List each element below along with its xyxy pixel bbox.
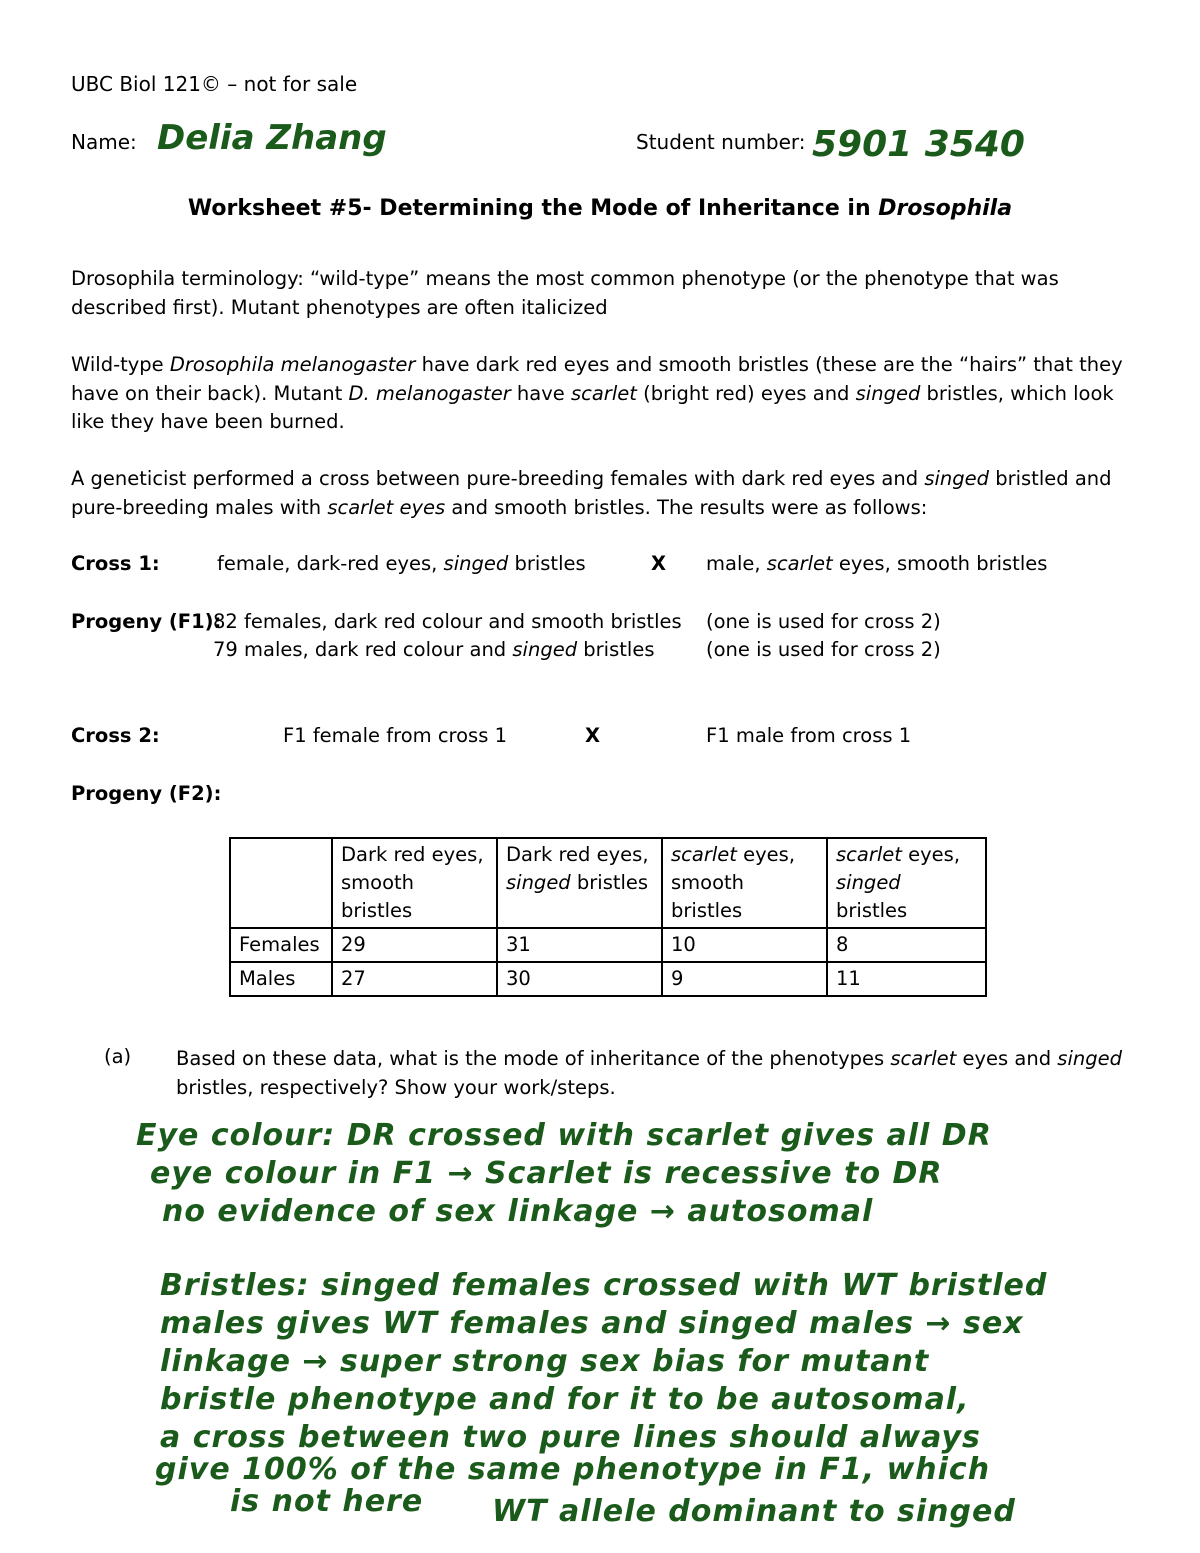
student-number-label: Student number: xyxy=(636,130,806,154)
text-run: singed xyxy=(506,871,571,894)
text-run: scarlet xyxy=(570,381,637,405)
text-run: Dark red eyes, xyxy=(506,843,649,866)
terminology-paragraph: Drosophila terminology: “wild-type” means the most common phenotype (or the phenotype that was described first). Mutant phenotypes are often italicized xyxy=(71,267,1059,319)
course-header: UBC Biol 121© – not for sale xyxy=(71,72,358,96)
cross-description-paragraph xyxy=(71,465,1131,522)
student-number-value: 5901 3540 xyxy=(812,124,1025,165)
text-run: D. melanogaster xyxy=(348,381,511,405)
handwritten-line: males gives WT females and singed males → sex xyxy=(160,1306,1024,1341)
text-run: bristles, which look like they have been burned. xyxy=(71,381,1114,433)
text-run: bristles xyxy=(836,899,908,922)
cross2-female: F1 female from cross 1 xyxy=(283,724,507,747)
handwritten-line: bristle phenotype and for it to be autosomal, xyxy=(160,1382,970,1417)
text-run: have xyxy=(510,381,571,405)
progeny-f1-line2 xyxy=(213,638,654,661)
cross1-x: X xyxy=(651,552,667,575)
question-a-marker: (a) xyxy=(104,1045,132,1068)
text-run: scarlet xyxy=(890,1047,957,1070)
table-header-col4 xyxy=(827,838,986,928)
table-cell: 10 xyxy=(662,928,827,962)
text-run: female, dark-red eyes, xyxy=(217,552,444,575)
text-run: singed xyxy=(443,552,509,575)
progeny-f1-note2: (one is used for cross 2) xyxy=(706,638,941,661)
text-run: 79 males, dark red colour and xyxy=(213,638,513,661)
table-cell: 9 xyxy=(662,962,827,996)
text-run: bristled and pure-breeding males with xyxy=(71,467,1112,519)
text-run: (bright red) eyes and xyxy=(636,381,856,405)
table-cell: 31 xyxy=(497,928,662,962)
handwritten-line: eye colour in F1 → Scarlet is recessive to DR xyxy=(150,1156,943,1191)
title-italic: Drosophila xyxy=(878,196,1013,221)
text-run: Wild-type xyxy=(71,353,170,376)
text-run: bristles xyxy=(508,552,586,575)
row-label-females: Females xyxy=(230,928,332,962)
page-title xyxy=(0,196,1200,221)
row-label-males: Males xyxy=(230,962,332,996)
text-run: bristles xyxy=(570,871,649,894)
handwritten-line: give 100% of the same phenotype in F1, which xyxy=(155,1452,991,1487)
text-run: bristles xyxy=(577,638,655,661)
table-cell: 11 xyxy=(827,962,986,996)
text-run: eyes, smooth bristles xyxy=(671,843,796,922)
text-run: singed xyxy=(924,467,990,490)
table-corner-cell xyxy=(230,838,332,928)
handwritten-line: Bristles: singed females crossed with WT bristled xyxy=(160,1268,1048,1303)
name-label: Name: xyxy=(71,130,137,154)
text-run: scarlet xyxy=(671,843,737,866)
table-row xyxy=(230,962,986,996)
table-row xyxy=(230,928,986,962)
text-run: singed xyxy=(855,381,921,405)
cross2-label: Cross 2: xyxy=(71,724,160,747)
wildtype-paragraph xyxy=(71,351,1131,437)
text-run: singed xyxy=(1057,1047,1122,1070)
cross1-label: Cross 1: xyxy=(71,552,160,575)
progeny-f1-note1: (one is used for cross 2) xyxy=(706,610,941,633)
handwritten-line: Eye colour: DR crossed with scarlet gives all DR xyxy=(136,1118,992,1153)
table-cell: 8 xyxy=(827,928,986,962)
handwritten-line: linkage → super strong sex bias for mutant xyxy=(160,1344,930,1379)
table-cell: 30 xyxy=(497,962,662,996)
text-run: Based on these data, what is the mode of inheritance of the phenotypes xyxy=(176,1047,891,1070)
handwritten-line: a cross between two pure lines should always xyxy=(160,1420,981,1455)
text-run: scarlet eyes xyxy=(327,495,446,519)
question-a-text xyxy=(176,1045,1136,1102)
table-header-col1: Dark red eyes, smooth bristles xyxy=(332,838,497,928)
table-cell: 29 xyxy=(332,928,497,962)
progeny-f2-label: Progeny (F2): xyxy=(71,782,222,805)
text-run: eyes and xyxy=(956,1047,1058,1070)
text-run: A geneticist performed a cross between pure-breeding females with dark red eyes and xyxy=(71,467,925,490)
text-run: singed xyxy=(836,871,901,894)
text-run: male, xyxy=(706,552,767,575)
text-run: and smooth bristles. The results were as follows: xyxy=(445,495,928,519)
handwritten-line: WT allele dominant to singed xyxy=(492,1494,1016,1529)
handwritten-line: no evidence of sex linkage → autosomal xyxy=(162,1194,874,1229)
table-header-row xyxy=(230,838,986,928)
cross2-x: X xyxy=(585,724,601,747)
text-run: scarlet xyxy=(766,552,833,575)
name-value: Delia Zhang xyxy=(157,118,387,158)
progeny-f1-label: Progeny (F1): xyxy=(71,610,222,633)
f2-progeny-table xyxy=(229,837,987,997)
table-cell: 27 xyxy=(332,962,497,996)
text-run: have dark red eyes and smooth bristles (these are the “hairs” that they have on their back). Mutant xyxy=(71,353,1123,405)
handwritten-line: is not here xyxy=(230,1484,424,1519)
table-header-col3 xyxy=(662,838,827,928)
title-main: Worksheet #5- Determining the Mode of Inheritance in xyxy=(187,196,879,221)
text-run: eyes, xyxy=(901,843,961,866)
progeny-f1-line1: 82 females, dark red colour and smooth bristles xyxy=(213,610,682,633)
cross2-male: F1 male from cross 1 xyxy=(706,724,912,747)
cross1-male xyxy=(706,552,1047,575)
text-run: bristles, respectively? Show your work/steps. xyxy=(176,1075,616,1099)
cross1-female xyxy=(217,552,586,575)
text-run: singed xyxy=(512,638,578,661)
text-run: scarlet xyxy=(836,843,902,866)
table-header-col2 xyxy=(497,838,662,928)
text-run: eyes, smooth bristles xyxy=(832,552,1048,575)
text-run: Drosophila melanogaster xyxy=(169,353,416,376)
